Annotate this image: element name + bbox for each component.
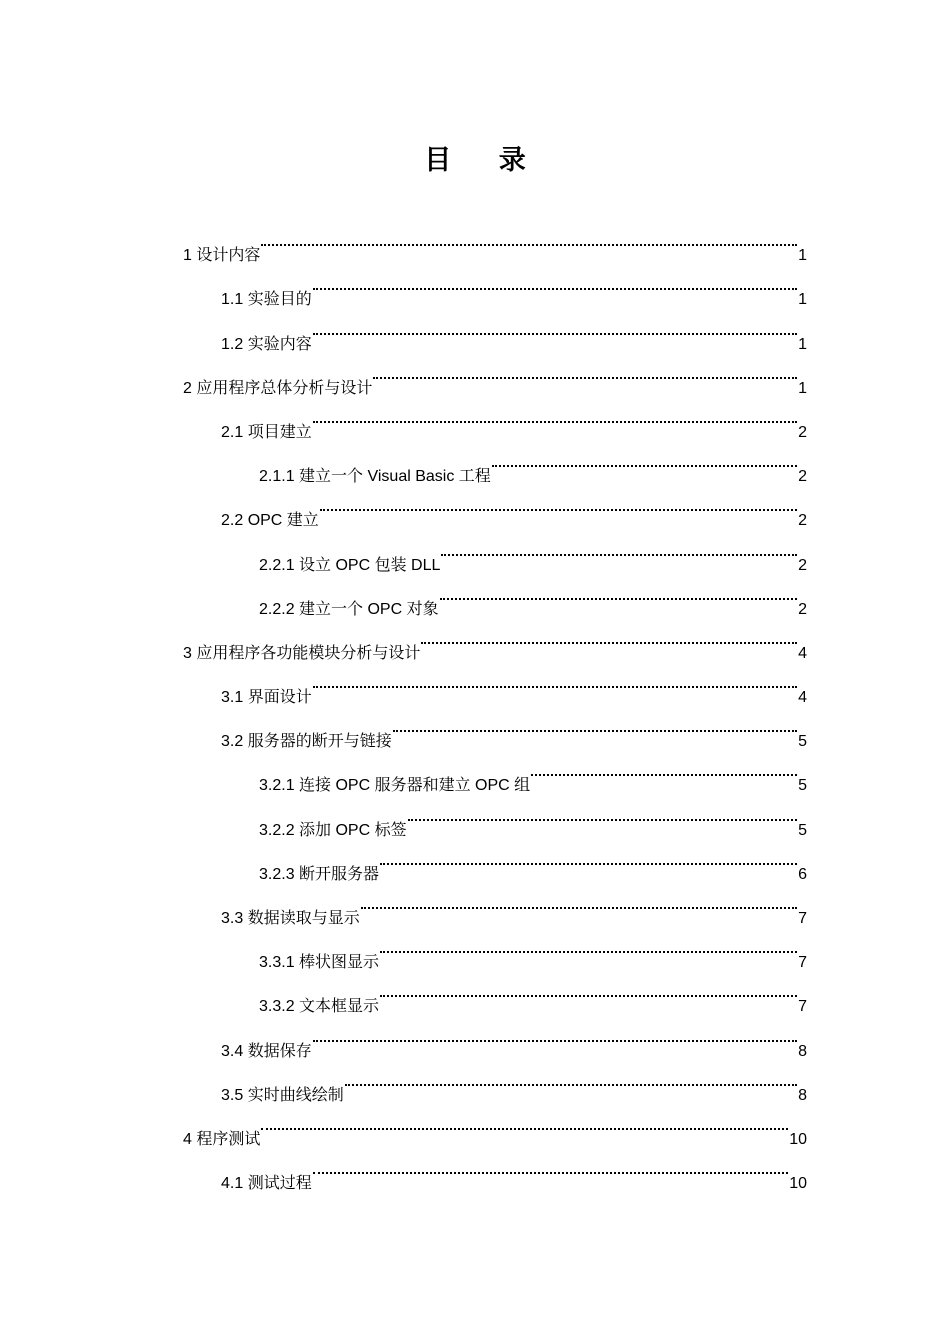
toc-entry-page-number: 1 (798, 291, 807, 309)
toc-entry[interactable] (183, 216, 807, 265)
toc-entry-label: 3.2 服务器的断开与链接 (221, 733, 392, 751)
dot-leader (312, 658, 798, 702)
toc-entry-label: 2 应用程序总体分析与设计 (183, 379, 373, 397)
toc-entry-label: 2.1 项目建立 (221, 423, 312, 441)
toc-entry-label: 2.2 OPC 建立 (221, 512, 319, 530)
toc-entry-label: 3.4 数据保存 (221, 1042, 312, 1060)
dot-leader (360, 879, 798, 923)
dot-leader (407, 790, 798, 834)
toc-entry-page-number: 5 (798, 777, 807, 795)
dot-leader (439, 570, 798, 614)
toc-entry-label: 1 设计内容 (183, 247, 261, 265)
toc-entry-page-number: 6 (798, 865, 807, 883)
toc-entry-page-number: 8 (798, 1042, 807, 1060)
toc-entry-page-number: 2 (798, 556, 807, 574)
dot-leader (420, 614, 798, 658)
toc-entry-page-number: 2 (798, 600, 807, 618)
dot-leader (312, 304, 798, 348)
toc-entry-label: 1.1 实验目的 (221, 291, 312, 309)
dot-leader (372, 349, 798, 393)
toc-entry-page-number: 2 (798, 512, 807, 530)
dot-leader (312, 1144, 790, 1188)
toc-entry-page-number: 2 (798, 468, 807, 486)
toc-entry-page-number: 7 (798, 910, 807, 927)
toc-entry-page-number: 7 (798, 998, 807, 1016)
toc-entry-label: 3.3.1 棒状图显示 (259, 954, 380, 972)
dot-leader (312, 260, 798, 304)
toc-entry-label: 4 程序测试 (183, 1130, 261, 1148)
toc-entry[interactable] (183, 260, 807, 309)
toc-entry-label: 3.1 界面设计 (221, 689, 312, 707)
toc-entry-page-number: 2 (798, 423, 807, 441)
dot-leader (379, 967, 798, 1011)
toc-entry-label: 3.2.2 添加 OPC 标签 (259, 821, 407, 839)
toc-entry-page-number: 1 (798, 247, 807, 265)
dot-leader (344, 1056, 798, 1100)
dot-leader (530, 746, 798, 790)
toc-entry-label: 2.2.2 建立一个 OPC 对象 (259, 600, 439, 618)
dot-leader (260, 1100, 789, 1144)
toc-entry[interactable] (183, 1100, 807, 1148)
dot-leader (312, 1011, 798, 1055)
dot-leader (440, 525, 798, 569)
toc-entry-page-number: 4 (798, 689, 807, 707)
dot-leader (319, 481, 798, 525)
table-of-contents (183, 216, 807, 1193)
toc-entry-label: 3.3 数据读取与显示 (221, 910, 360, 927)
dot-leader (379, 835, 798, 879)
toc-entry-page-number: 1 (798, 335, 807, 353)
toc-entry-label: 3.5 实时曲线绘制 (221, 1086, 344, 1104)
dot-leader (260, 216, 798, 260)
toc-entry-page-number: 8 (798, 1086, 807, 1104)
toc-entry-page-number: 5 (798, 733, 807, 751)
toc-entry-page-number: 1 (798, 379, 807, 397)
toc-entry-label: 4.1 测试过程 (221, 1175, 312, 1193)
toc-entry-label: 3.2.1 连接 OPC 服务器和建立 OPC 组 (259, 777, 531, 795)
dot-leader (392, 702, 798, 746)
toc-entry-page-number: 10 (789, 1175, 807, 1193)
toc-entry-page-number: 7 (798, 954, 807, 972)
dot-leader (379, 923, 798, 967)
toc-entry-page-number: 5 (798, 821, 807, 839)
toc-entry-label: 2.2.1 设立 OPC 包装 DLL (259, 556, 441, 574)
page-title: 目 录 (424, 145, 546, 175)
dot-leader (491, 437, 798, 481)
toc-entry-label: 3.2.3 断开服务器 (259, 865, 380, 883)
toc-entry-label: 1.2 实验内容 (221, 335, 312, 353)
toc-entry-label: 3 应用程序各功能模块分析与设计 (183, 644, 421, 662)
toc-entry[interactable] (183, 1144, 807, 1193)
dot-leader (312, 393, 798, 437)
toc-entry-page-number: 10 (789, 1130, 807, 1148)
toc-entry-label: 3.3.2 文本框显示 (259, 998, 380, 1016)
toc-entry-label: 2.1.1 建立一个 Visual Basic 工程 (259, 468, 491, 486)
toc-entry-page-number: 4 (798, 644, 807, 662)
